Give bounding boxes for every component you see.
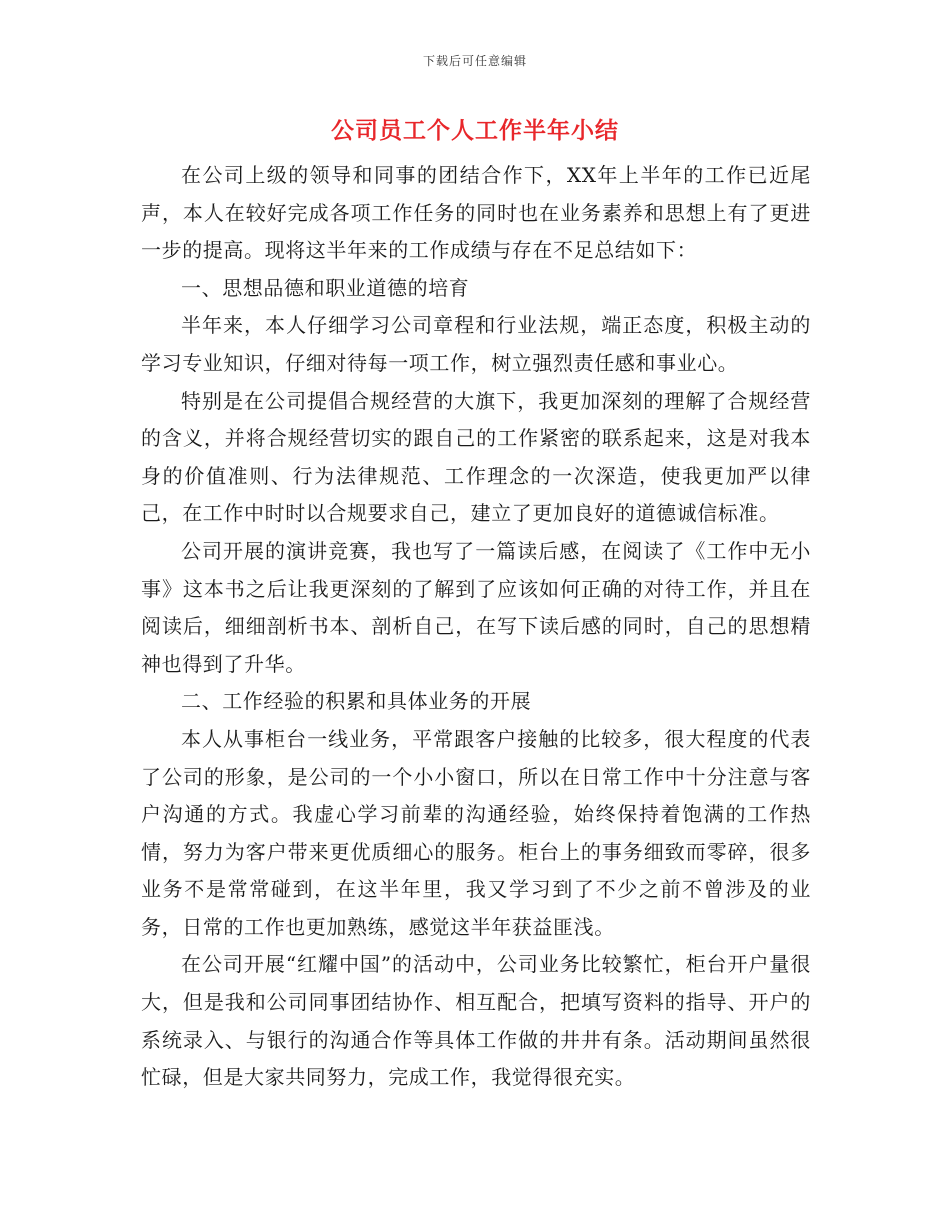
paragraph-study: 半年来，本人仔细学习公司章程和行业法规，端正态度，积极主动的学习专业知识，仔细对待每一项工作，树立强烈责任感和事业心。 (141, 313, 811, 375)
paragraph-compliance: 特别是在公司提倡合规经营的大旗下，我更加深刻的理解了合规经营的含义，并将合规经营切实的跟自己的工作紧密的联系起来，这是对我本身的价值准则、行为法律规范、工作理念的一次深造，使我更加严以律己，在工作中时时以合规要求自己，建立了更加良好的道德诚信标准。 (141, 388, 811, 526)
document-body (141, 157, 811, 1097)
page-title: 公司员工个人工作半年小结 (331, 117, 619, 144)
paragraph-speech-contest: 公司开展的演讲竞赛，我也写了一篇读后感，在阅读了《工作中无小事》这本书之后让我更深刻的了解到了应该如何正确的对待工作，并且在阅读后，细细剖析书本、剖析自己，在写下读后感的同时，自己的思想精神也得到了升华。 (141, 538, 811, 676)
paragraph-counter-business: 本人从事柜台一线业务，平常跟客户接触的比较多，很大程度的代表了公司的形象，是公司的一个小小窗口，所以在日常工作中十分注意与客户沟通的方式。我虚心学习前辈的沟通经验，始终保持着饱满的工作热情，努力为客户带来更优质细心的服务。柜台上的事务细致而零碎，很多业务不是常常碰到，在这半年里，我又学习到了不少之前不曾涉及的业务，日常的工作也更加熟练，感觉这半年获益匪浅。 (141, 726, 811, 939)
paragraph-intro: 在公司上级的领导和同事的团结合作下，XX年上半年的工作已近尾声，本人在较好完成各项工作任务的同时也在业务素养和思想上有了更进一步的提高。现将这半年来的工作成绩与存在不足总结如下： (141, 163, 811, 263)
section-heading-1: 一、思想品德和职业道德的培育 (181, 275, 470, 300)
section-heading-2: 二、工作经验的积累和具体业务的开展 (181, 689, 532, 714)
header-note: 下载后可任意编辑 (422, 54, 527, 68)
paragraph-activity: 在公司开展“红耀中国”的活动中，公司业务比较繁忙，柜台开户量很大，但是我和公司同事团结协作、相互配合，把填写资料的指导、开户的系统录入、与银行的沟通合作等具体工作做的井井有条。活动期间虽然很忙碌，但是大家共同努力，完成工作，我觉得很充实。 (141, 952, 811, 1090)
